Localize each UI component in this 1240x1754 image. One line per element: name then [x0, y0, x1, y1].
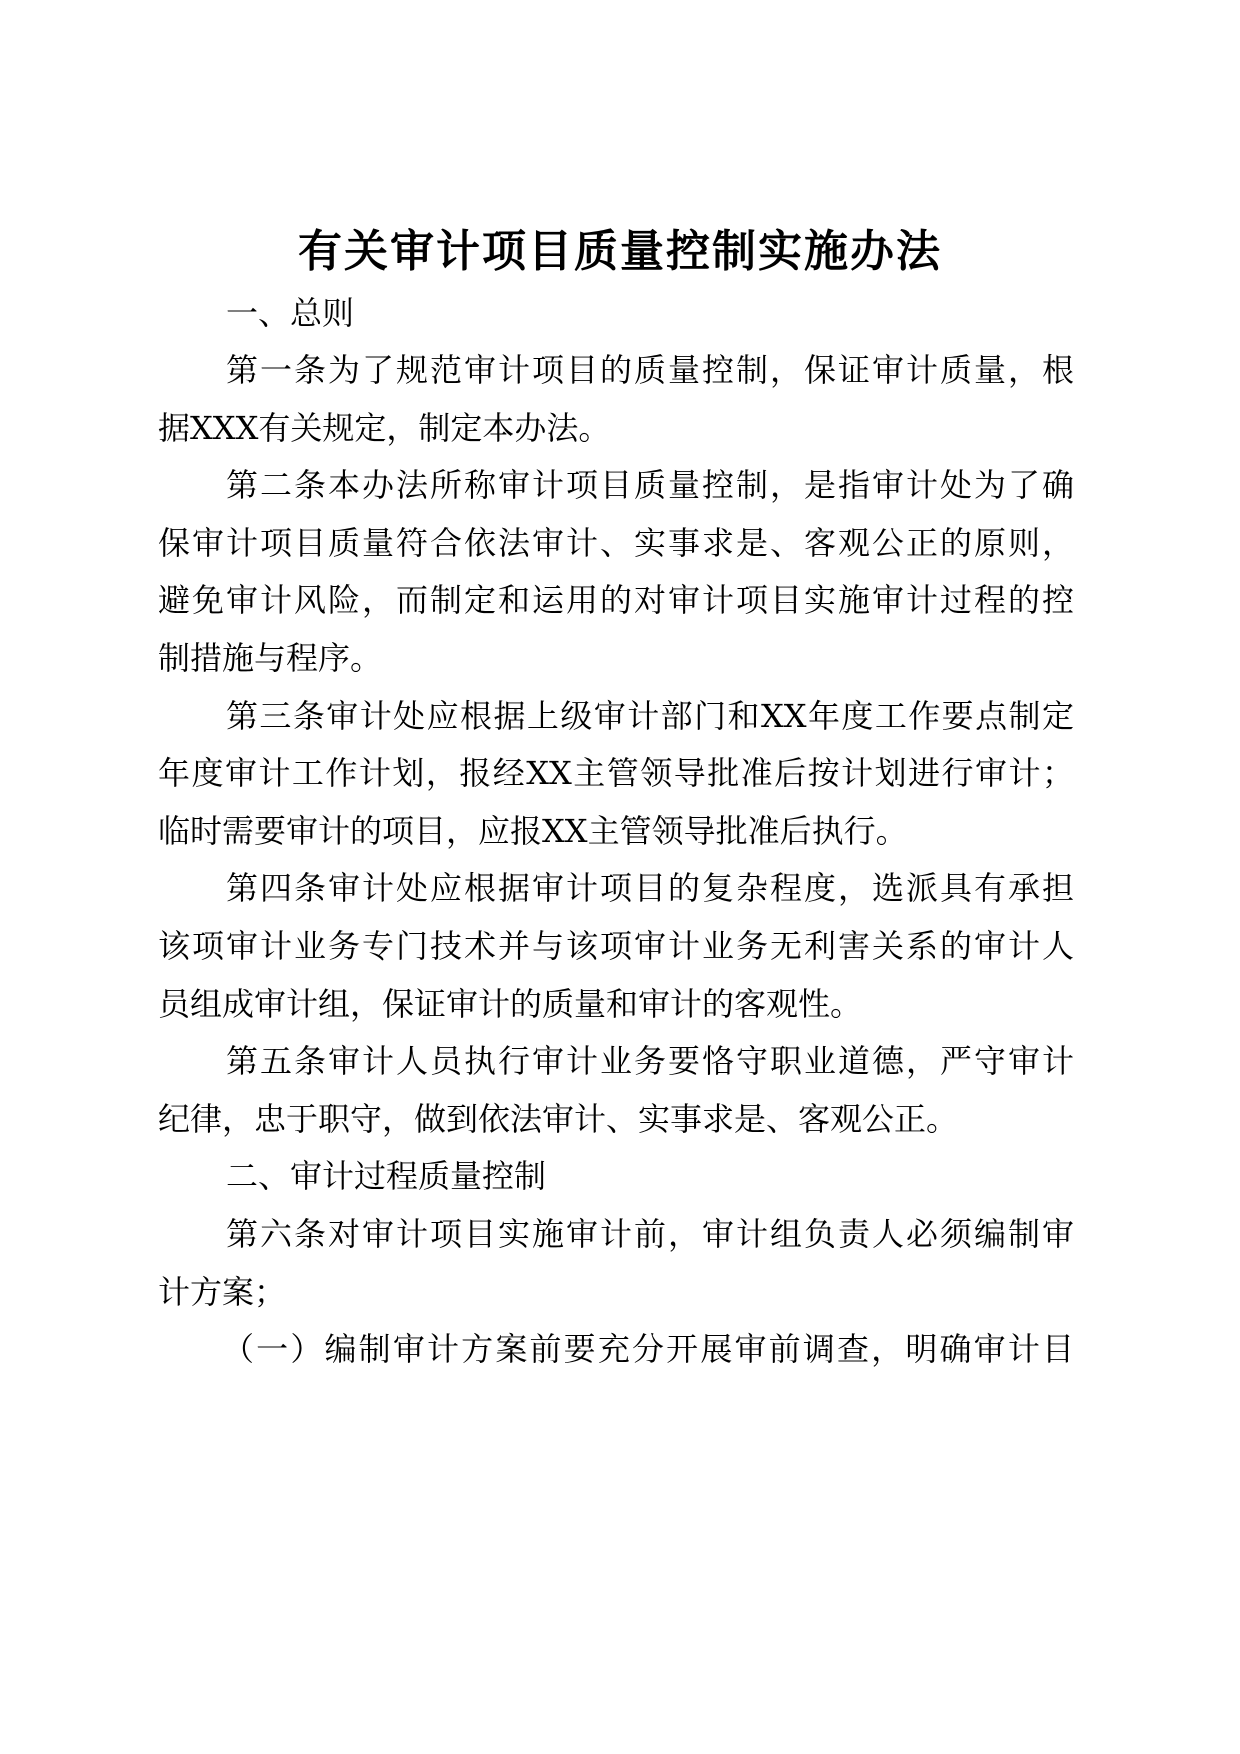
paragraph-line: 第二条本办法所称审计项目质量控制，是指审计处为了确: [226, 466, 1074, 504]
paragraph-line: 第六条对审计项目实施审计前，审计组负责人必须编制审: [226, 1215, 1074, 1253]
document-title: 有关审计项目质量控制实施办法: [298, 226, 942, 277]
paragraph-line: 制措施与程序。: [158, 639, 383, 677]
paragraph-line: 临时需要审计的项目，应报XX主管领导批准后执行。: [158, 812, 908, 850]
section-heading: 一、总则: [226, 294, 355, 332]
paragraph-line: 计方案；: [158, 1273, 287, 1311]
paragraph-line: 第一条为了规范审计项目的质量控制，保证审计质量，根: [226, 351, 1074, 389]
paragraph-line: 保审计项目质量符合依法审计、实事求是、客观公正的原则，: [158, 524, 1074, 562]
paragraph-line: 避免审计风险，而制定和运用的对审计项目实施审计过程的控: [158, 581, 1074, 619]
paragraph-line: 该项审计业务专门技术并与该项审计业务无利害关系的审计人: [158, 927, 1074, 965]
paragraph-line: （一）编制审计方案前要充分开展审前调查，明确审计目: [222, 1330, 1074, 1368]
section-heading: 二、审计过程质量控制: [226, 1157, 547, 1195]
paragraph-line: 第三条审计处应根据上级审计部门和XX年度工作要点制定: [226, 697, 1074, 735]
paragraph-line: 年度审计工作计划，报经XX主管领导批准后按计划进行审计；: [158, 754, 1074, 792]
paragraph-line: 第五条审计人员执行审计业务要恪守职业道德，严守审计: [226, 1042, 1074, 1080]
paragraph-line: 员组成审计组，保证审计的质量和审计的客观性。: [158, 985, 863, 1023]
paragraph-line: 第四条审计处应根据审计项目的复杂程度，选派具有承担: [226, 869, 1074, 907]
paragraph-line: 纪律，忠于职守，做到依法审计、实事求是、客观公正。: [158, 1100, 959, 1138]
paragraph-line: 据XXX有关规定，制定本办法。: [158, 409, 611, 447]
